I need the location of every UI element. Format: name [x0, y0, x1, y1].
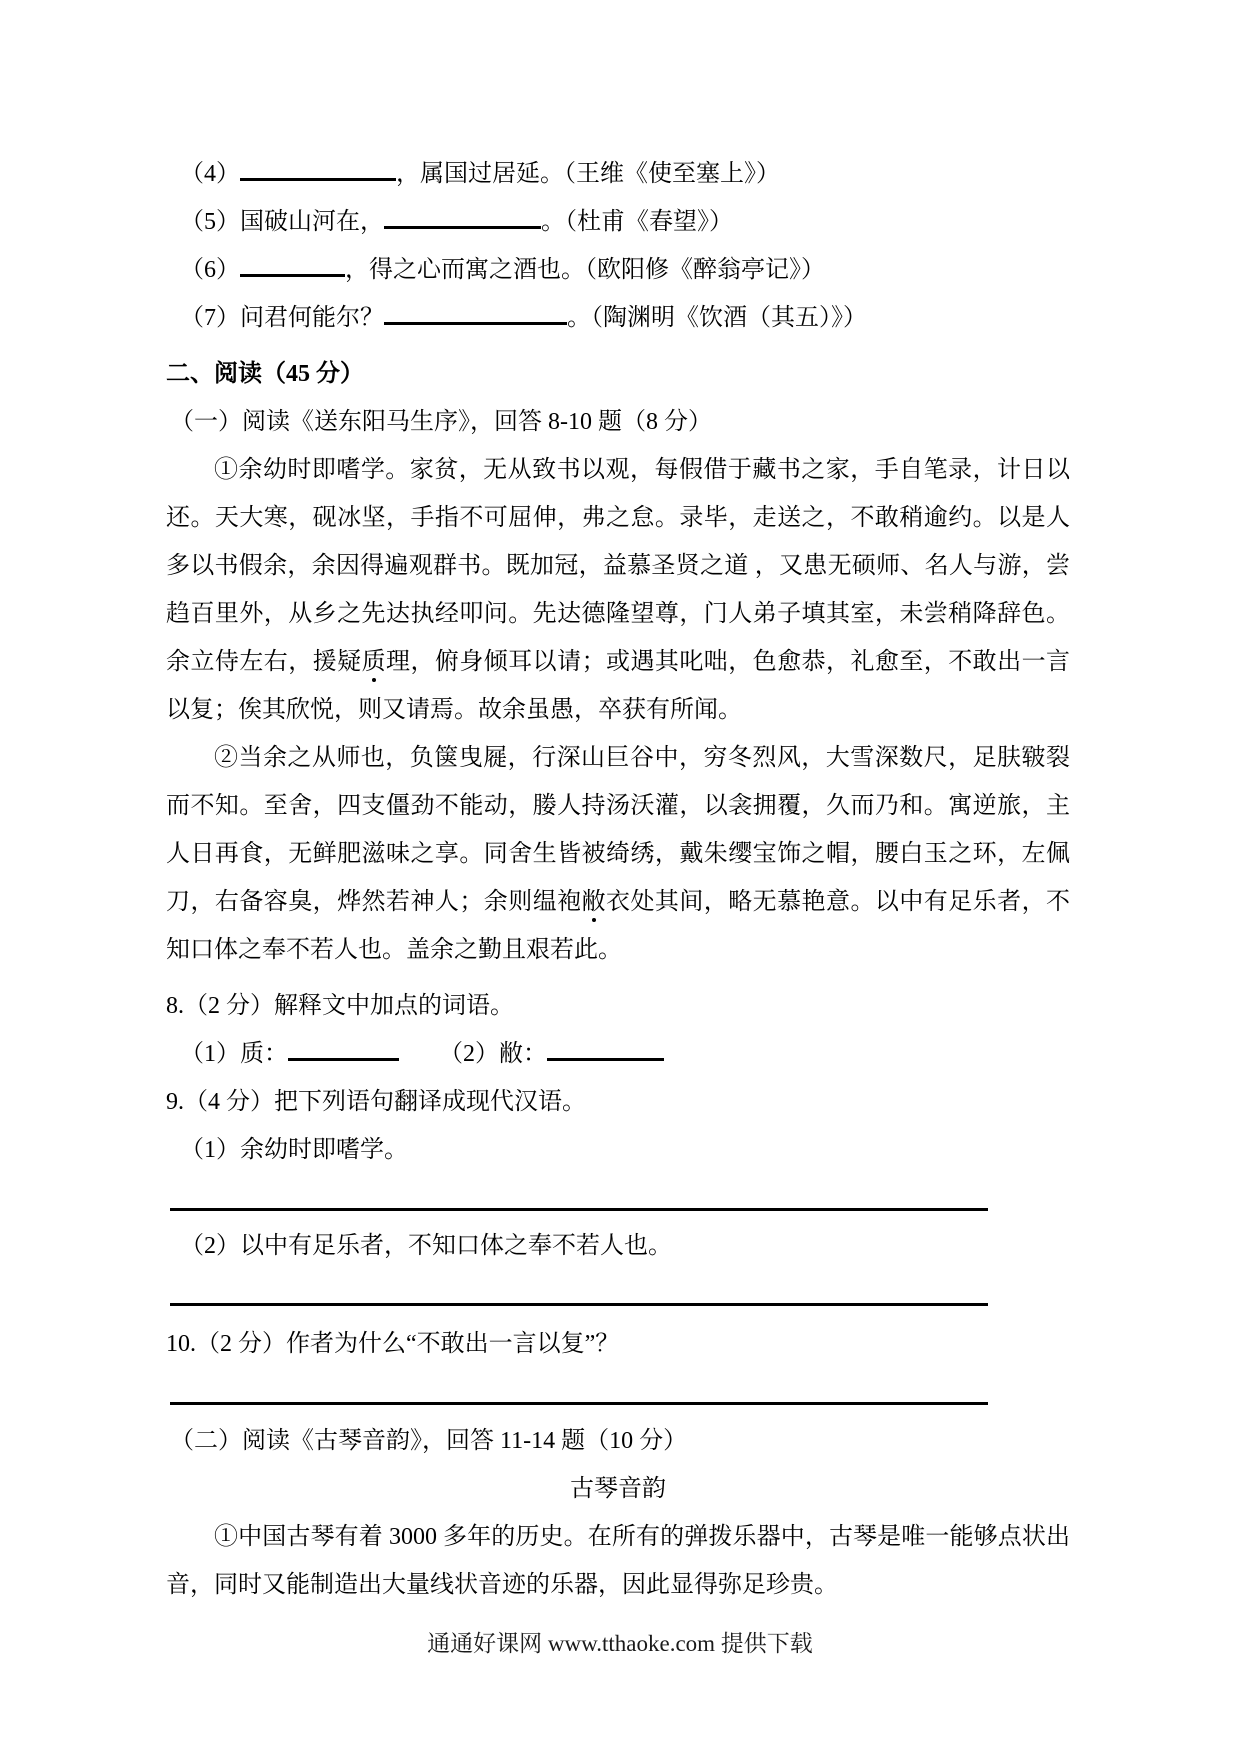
- footer-watermark: 通通好课网 www.tthaoke.com 提供下载: [427, 1631, 813, 1656]
- essay-title: 古琴音韵: [570, 1476, 666, 1502]
- question-8-items: [166, 1030, 1070, 1078]
- answer-blank[interactable]: [384, 299, 567, 325]
- part-1-heading: （一）阅读《送东阳马生序》，回答 8-10 题（8 分）: [170, 409, 712, 435]
- fill-blank-suffix: ，属国过居延。（王维《使至塞上》）: [396, 161, 780, 187]
- fill-blank-prefix: （4）: [180, 161, 240, 187]
- section-2-heading: 二、阅读（45 分）: [166, 361, 364, 387]
- question-9-item-1: （1）余幼时即嗜学。: [180, 1137, 408, 1163]
- part-2-heading: （二）阅读《古琴音韵》，回答 11-14 题（10 分）: [170, 1428, 688, 1454]
- passage1-paragraph-2: [166, 734, 1070, 974]
- question-8-item1-label: （1）质：: [180, 1041, 288, 1067]
- answer-line[interactable]: [170, 1208, 988, 1211]
- fill-blank-item-5: [166, 198, 1070, 246]
- question-8-item2-label: （2）敝：: [439, 1041, 547, 1067]
- fill-blank-prefix: （7）问君何能尔？: [180, 305, 384, 331]
- fill-blank-suffix: ，得之心而寓之酒也。（欧阳修《醉翁亭记》）: [345, 257, 825, 283]
- answer-line[interactable]: [170, 1303, 988, 1306]
- fill-blank-suffix: 。（杜甫《春望》）: [541, 209, 733, 235]
- answer-line[interactable]: [170, 1402, 988, 1405]
- fill-blank-suffix: 。（陶渊明《饮酒（其五）》）: [567, 305, 867, 331]
- emphasized-char-zhi: 质: [361, 649, 387, 675]
- answer-blank[interactable]: [288, 1035, 399, 1061]
- question-8-stem: 8.（2 分）解释文中加点的词语。: [166, 993, 514, 1019]
- fill-blank-item-4: [166, 150, 1070, 198]
- passage2-paragraph-1: ①中国古琴有着 3000 多年的历史。在所有的弹拨乐器中，古琴是唯一能够点状出音，同时又能制造出大量线状音迹的乐器，因此显得弥足珍贵。: [166, 1524, 1070, 1598]
- passage-text: 理，俯身倾耳以请；或遇其叱咄，色愈恭，礼愈至，不敢出一言以复；俟其欣悦，则又请焉。故余虽愚，卒获有所闻。: [166, 649, 1071, 723]
- answer-blank[interactable]: [547, 1035, 664, 1061]
- question-10-stem: 10.（2 分）作者为什么“不敢出一言以复”？: [166, 1331, 620, 1357]
- fill-blank-prefix: （6）: [180, 257, 240, 283]
- question-9-stem: 9.（4 分）把下列语句翻译成现代汉语。: [166, 1089, 586, 1115]
- emphasized-char-bi: 敝: [581, 889, 607, 915]
- fill-blank-prefix: （5）国破山河在，: [180, 209, 384, 235]
- answer-blank[interactable]: [384, 203, 541, 229]
- fill-blank-item-7: [166, 294, 1070, 342]
- passage-text: 衣处其间，略无慕艳意。以中有足乐者，不知口体之奉不若人也。盖余之勤且艰若此。: [166, 889, 1071, 963]
- passage-text: ①余幼时即嗜学。家贫，无从致书以观，每假借于藏书之家，手自笔录，计日以还。天大寒，砚冰坚，手指不可屈伸，弗之怠。录毕，走送之，不敢稍逾约。以是人多以书假余，余因得遍观群书。既加冠，益慕圣贤之道 ，又患无硕师、名人与游，尝趋百里外，从乡之先达执经叩问。先达德隆望尊，门人弟子填其室，未尝稍降辞色。余立侍左右，援疑: [166, 457, 1070, 675]
- answer-blank[interactable]: [240, 251, 345, 277]
- fill-blank-item-6: [166, 246, 1070, 294]
- passage1-paragraph-1: [166, 446, 1070, 734]
- passage-text: ②当余之从师也，负箧曳屣，行深山巨谷中，穷冬烈风，大雪深数尺，足肤皲裂而不知。至舍，四支僵劲不能动，媵人持汤沃灌，以衾拥覆，久而乃和。寓逆旅，主人日再食，无鲜肥滋味之享。同舍生皆被绮绣，戴朱缨宝饰之帽，腰白玉之环，左佩刀，右备容臭，烨然若神人；余则缊袍: [166, 745, 1070, 915]
- answer-blank[interactable]: [240, 155, 396, 181]
- question-9-item-2: （2）以中有足乐者，不知口体之奉不若人也。: [180, 1233, 672, 1259]
